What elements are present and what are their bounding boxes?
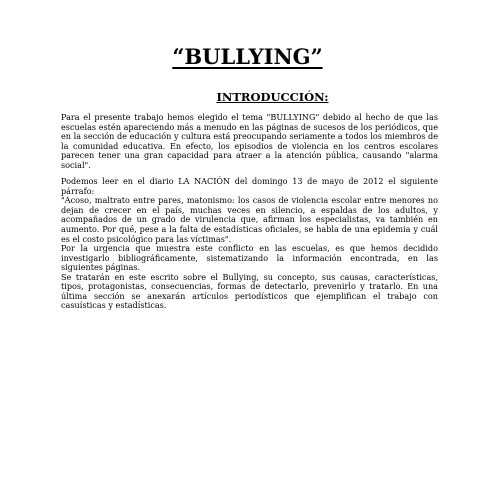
paragraph-urgency: Por la urgencia que muestra este conflicto en las escuelas, es que hemos decidido investigarlo bibliográficamente, sistematizando la información encontrada, en las siguientes páginas. bbox=[61, 243, 438, 273]
paragraph-quote: "Acoso, maltrato entre pares, matonismo: los casos de violencia escolar entre menores no dejan de crecer en el país, muchas veces en silencio, a espaldas de los adultos, y acompañados de un grado de virulencia que, afirman los especialistas, va también en aumento. Por qué, pese a la falta de estadísticas oficiales, se habla de una epidemia y cuál es el costo psicológico para las víctimas". bbox=[61, 195, 438, 244]
paragraph-intro: Para el presente trabajo hemos elegido el tema "BULLYING" debido al hecho de que las escuelas estén apareciendo más a menudo en las páginas de sucesos de los periódicos, que en la sección de educación y cultura está preocupando seriamente a todos los miembros de la comunidad educativa. En efecto, los episodios de violencia en los centros escolares parecen tener una gran capacidad para atraer a la atención pública, causando "alarma social". bbox=[61, 112, 438, 170]
paragraph-la-nacion: Podemos leer en el diario LA NACIÓN del domingo 13 de mayo de 2012 el siguiente párrafo: bbox=[61, 176, 438, 196]
section-heading-introduccion: INTRODUCCIÓN: bbox=[216, 90, 329, 104]
paragraph-scope: Se tratarán en este escrito sobre el Bullying, su concepto, sus causas, características, tipos, protagonistas, consecuencias, formas de detectarlo, prevenirlo y tratarlo. En una última sección se anexarán artículos periodísticos que ejemplifican el trabajo con casuísticas y estadísticas. bbox=[61, 271, 438, 311]
document-title: “BULLYING” bbox=[172, 44, 323, 69]
document-body bbox=[61, 113, 438, 311]
